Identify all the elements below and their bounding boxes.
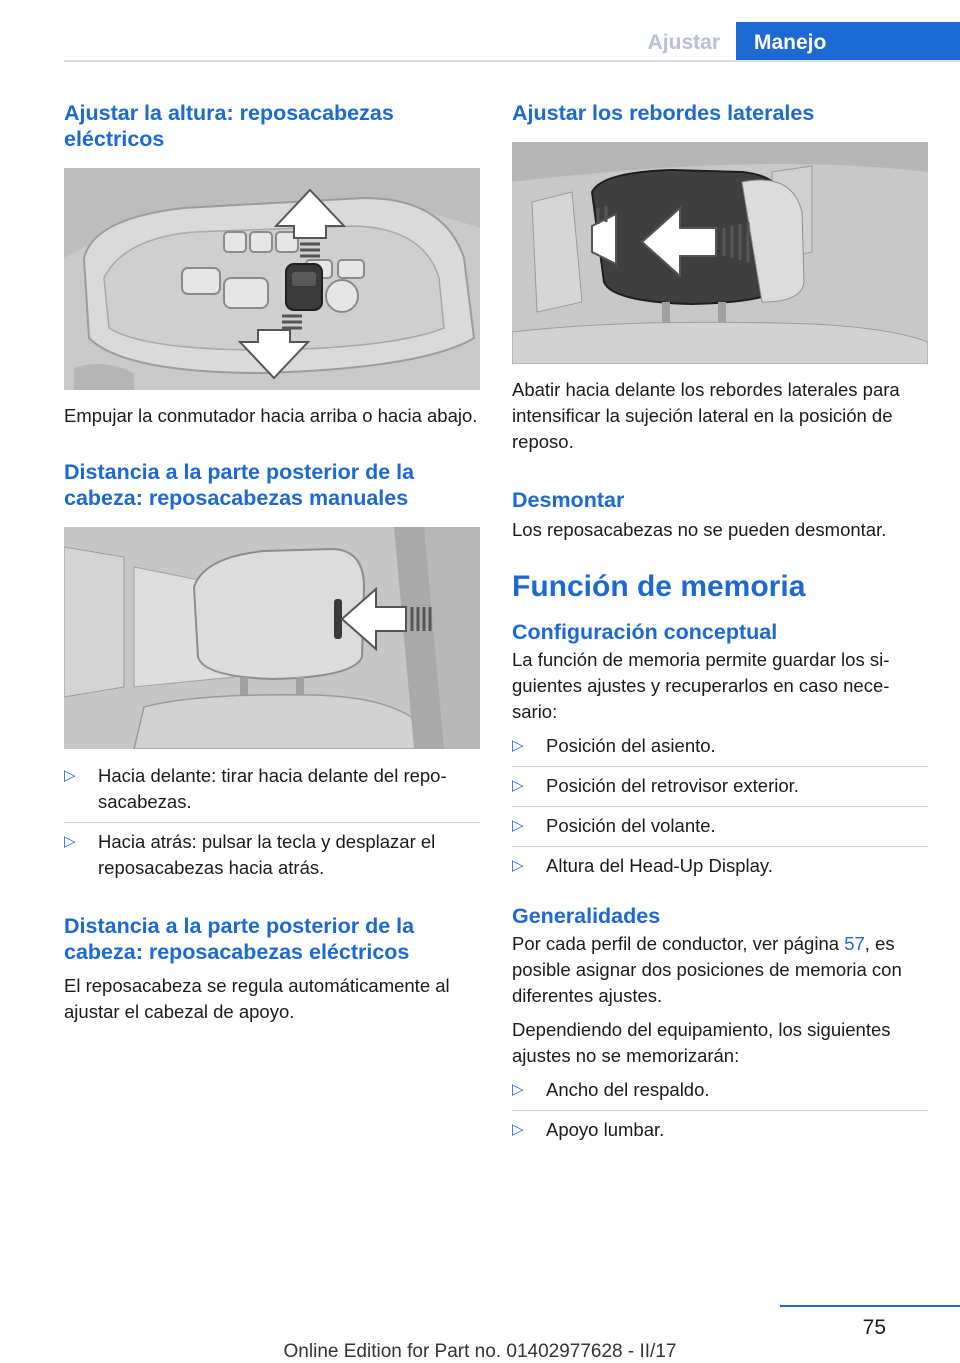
list-item: ▷ Posición del retrovisor exterior. [512,766,928,806]
heading-distance-manual: Distancia a la parte posterior de la cabeza: reposacabezas manuales [64,460,415,510]
text-distance-electric: El reposacabeza se regula automáticamente al ajustar el cabezal de apoyo. [64,975,450,1022]
footer-divider [780,1305,960,1307]
list-item: ▷ Posición del asiento. [512,733,928,766]
header-divider [64,60,960,62]
page-header [0,0,960,62]
triangle-bullet-icon: ▷ [512,817,524,834]
triangle-bullet-icon: ▷ [512,1121,524,1138]
heading-concept: Configuración conceptual [512,620,778,644]
triangle-bullet-icon: ▷ [512,857,524,874]
tab-manejo[interactable]: Manejo [736,22,960,62]
footer-edition: Online Edition for Part no. 01402977628 - II/17 [283,1341,677,1362]
list-item: ▷ Apoyo lumbar. [512,1110,928,1143]
page-link-57[interactable]: 57 [844,933,865,954]
triangle-bullet-icon: ▷ [64,833,76,850]
list-item: ▷ Ancho del respaldo. [512,1077,928,1110]
left-column [64,100,480,1025]
triangle-bullet-icon: ▷ [64,767,76,784]
list-manual-adjust [64,763,480,881]
figure-headrest-manual [64,527,480,749]
right-column [512,100,928,1143]
figure-seat-switch [64,168,480,390]
text-concept: La función de memoria permite guardar los si‐guientes ajustes y recuperarlos en caso nece‐sario: [512,649,890,722]
heading-remove: Desmontar [512,488,625,512]
text-equipment: Dependiendo del equipamiento, los siguientes ajustes no se memorizarán: [512,1019,891,1066]
text-remove: Los reposacabezas no se pueden desmontar. [512,519,887,540]
list-item: ▷ Posición del volante. [512,806,928,846]
tab-ajustar[interactable]: Ajustar [647,31,720,54]
list-not-memorized [512,1077,928,1143]
list-item: ▷ Altura del Head-Up Display. [512,846,928,879]
caption-height-electric: Empujar la conmutador hacia arriba o hacia abajo. [64,405,478,426]
list-item: ▷ Hacia delante: tirar hacia delante del repo‐sacabezas. [64,765,447,812]
section-title-memory: Función de memoria [512,570,806,603]
heading-general: Generalidades [512,904,661,928]
heading-side-bolsters: Ajustar los rebordes laterales [512,101,815,125]
caption-side-bolsters: Abatir hacia delante los rebordes laterales para intensificar la sujeción lateral en la posición de reposo. [512,379,900,452]
figure-side-bolsters [512,142,928,364]
page-number: 75 [862,1316,886,1339]
list-item: ▷ Hacia atrás: pulsar la tecla y desplazar el reposacabezas hacia atrás. [64,822,480,881]
list-memory-settings [512,733,928,879]
triangle-bullet-icon: ▷ [512,1081,524,1098]
heading-distance-electric: Distancia a la parte posterior de la cabeza: reposacabezas eléctricos [64,914,415,964]
heading-height-electric: Ajustar la altura: reposacabezas eléctricos [64,101,394,151]
triangle-bullet-icon: ▷ [512,777,524,794]
triangle-bullet-icon: ▷ [512,737,524,754]
text-general: Por cada perfil de conductor, ver página 57, es posible asignar dos posiciones de memoria con diferentes ajustes. [512,933,902,1006]
